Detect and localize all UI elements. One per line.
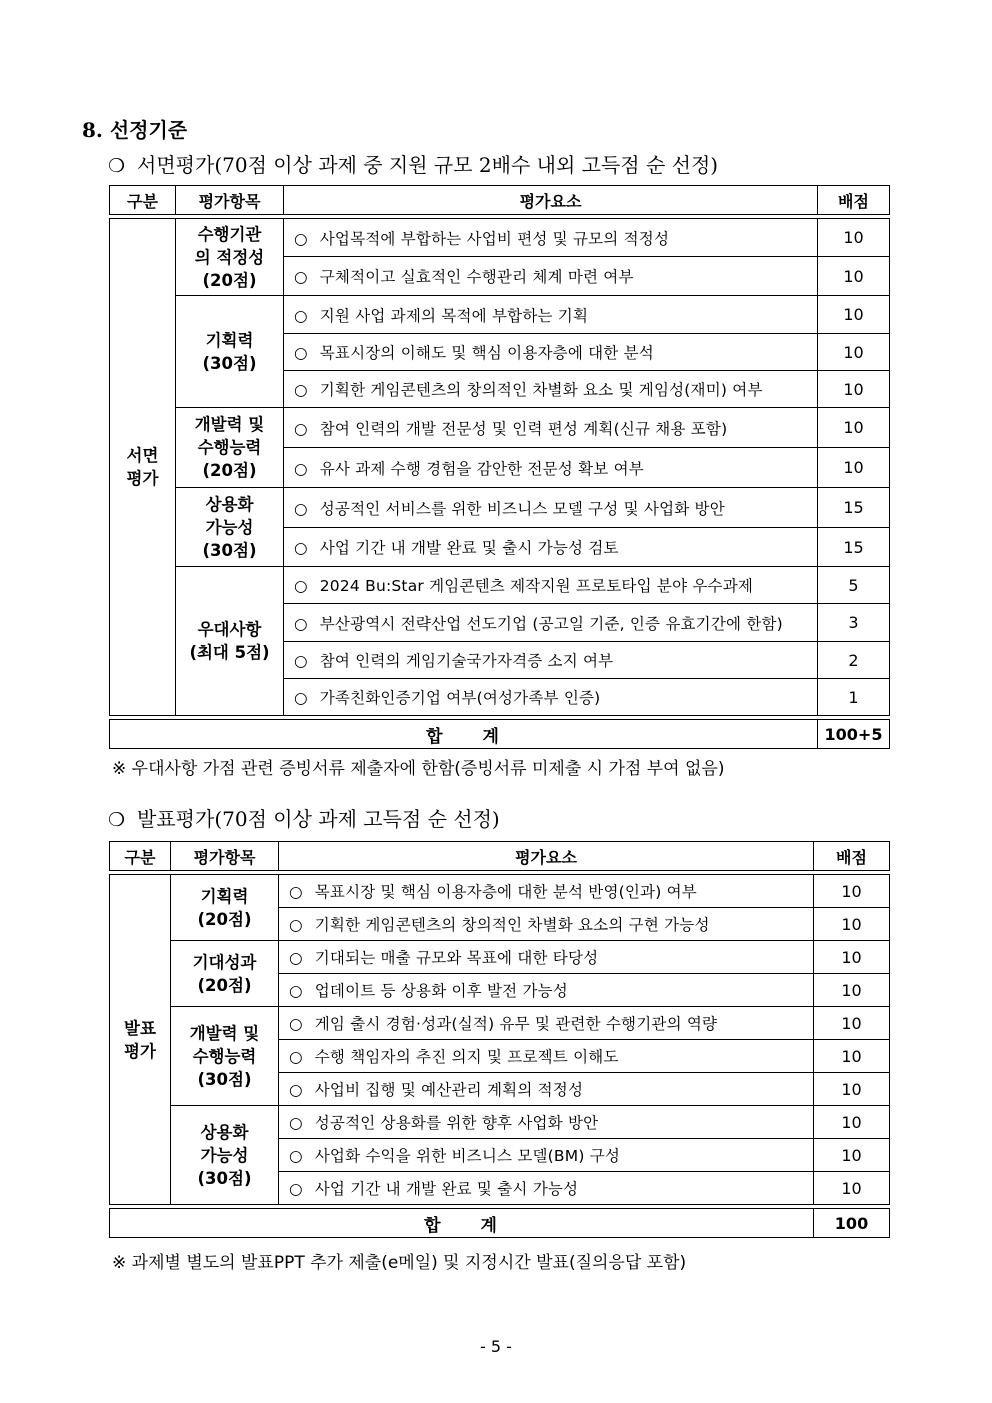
table-row: [110, 296, 890, 334]
total-label: 합 계: [110, 720, 818, 749]
circle-bullet-icon: ○: [289, 982, 303, 1000]
score-cell: 10: [814, 1106, 890, 1139]
eval-element-cell: [279, 875, 814, 908]
eval-element-cell: [279, 941, 814, 974]
circle-bullet-icon: ○: [294, 652, 308, 670]
eval-element-text: 유사 과제 수행 경험을 감안한 전문성 확보 여부: [319, 459, 644, 478]
circle-bullet-icon: ○: [294, 689, 308, 707]
header-item: 평가항목: [171, 842, 279, 871]
eval-element-cell: [279, 1172, 814, 1205]
score-cell: 10: [814, 974, 890, 1007]
eval-element-cell: [284, 257, 818, 296]
eval-item-cell: 개발력 및 수행능력 (20점): [176, 408, 284, 488]
eval-element-text: 사업비 집행 및 예산관리 계획의 적정성: [314, 1081, 584, 1099]
eval-element-cell: [284, 371, 818, 408]
eval-item-cell: 개발력 및 수행능력 (30점): [171, 1007, 279, 1106]
score-cell: 10: [818, 448, 890, 488]
circle-bullet-icon: ○: [289, 883, 303, 901]
pres-eval-heading: [108, 803, 500, 832]
score-cell: 15: [818, 488, 890, 528]
total-row: [110, 720, 890, 749]
score-cell: 10: [814, 875, 890, 908]
eval-element-cell: [284, 448, 818, 488]
score-cell: 10: [814, 1007, 890, 1040]
score-cell: 10: [818, 408, 890, 448]
eval-element-text: 기획한 게임콘텐츠의 창의적인 차별화 요소의 구현 가능성: [314, 916, 710, 934]
eval-element-cell: [284, 679, 818, 716]
score-cell: 15: [818, 528, 890, 567]
eval-element-text: 지원 사업 과제의 목적에 부합하는 기획: [319, 306, 589, 325]
header-element: 평가요소: [279, 842, 814, 871]
circle-bullet-icon: ○: [294, 268, 308, 286]
circle-bullet-icon: ○: [294, 381, 308, 399]
score-cell: 10: [818, 219, 890, 257]
eval-item-cell: 우대사항 (최대 5점): [176, 567, 284, 716]
pres-eval-table: [109, 841, 890, 1238]
circle-bullet-icon: ○: [294, 499, 308, 518]
eval-element-text: 기획한 게임콘텐츠의 창의적인 차별화 요소 및 게임성(재미) 여부: [319, 381, 763, 399]
header-element: 평가요소: [284, 186, 818, 215]
eval-item-cell: 수행기관 의 적정성 (20점): [176, 219, 284, 296]
eval-element-text: 2024 Bu:Star 게임콘텐츠 제작지원 프로토타입 분야 우수과제: [319, 577, 754, 595]
header-score: 배점: [818, 186, 890, 215]
header-category: 구분: [110, 186, 176, 215]
eval-element-cell: [284, 604, 818, 642]
score-cell: 10: [818, 296, 890, 334]
score-cell: 10: [814, 941, 890, 974]
eval-element-text: 수행 책임자의 추진 의지 및 프로젝트 이해도: [314, 1048, 619, 1066]
eval-item-cell: 기획력 (30점): [176, 296, 284, 408]
section-title: 8. 선정기준: [82, 118, 188, 142]
eval-element-text: 성공적인 서비스를 위한 비즈니스 모델 구성 및 사업화 방안: [319, 499, 725, 518]
eval-element-cell: [279, 1106, 814, 1139]
circle-bullet-icon: ○: [294, 306, 308, 325]
score-cell: 10: [814, 908, 890, 941]
eval-item-cell: 기획력 (20점): [171, 875, 279, 941]
score-cell: 10: [814, 1172, 890, 1205]
circle-bullet-icon: ○: [294, 344, 308, 362]
eval-element-cell: [284, 219, 818, 257]
score-cell: 10: [818, 371, 890, 408]
eval-element-cell: [279, 1139, 814, 1172]
pres-eval-note: ※ 과제별 별도의 발표PPT 추가 제출(e메일) 및 지정시간 발표(질의응답 포함): [112, 1253, 687, 1273]
total-row: [110, 1209, 890, 1238]
eval-element-cell: [279, 1040, 814, 1073]
total-label: 합 계: [110, 1209, 814, 1238]
eval-item-cell: 기대성과 (20점): [171, 941, 279, 1007]
pres-eval-header-row: [110, 842, 890, 871]
header-score: 배점: [814, 842, 890, 871]
total-score: 100+5: [818, 720, 890, 749]
table-row: [110, 1007, 890, 1040]
eval-element-text: 가족친화인증기업 여부(여성가족부 인증): [319, 689, 601, 707]
category-cell: 서면 평가: [110, 219, 176, 716]
table-row: [110, 408, 890, 448]
score-cell: 10: [818, 257, 890, 296]
eval-element-text: 목표시장 및 핵심 이용자층에 대한 분석 반영(인과) 여부: [314, 883, 697, 901]
score-cell: 3: [818, 604, 890, 642]
doc-eval-heading: [108, 149, 718, 178]
circle-bullet-icon: ○: [294, 577, 308, 595]
table-row: [110, 875, 890, 908]
eval-element-cell: [284, 408, 818, 448]
eval-element-cell: [279, 1073, 814, 1106]
doc-eval-note: ※ 우대사항 가점 관련 증빙서류 제출자에 한함(증빙서류 미제출 시 가점 부여 없음): [112, 759, 725, 779]
eval-element-text: 성공적인 상용화를 위한 향후 사업화 방안: [314, 1114, 599, 1132]
pres-eval-heading-text: 발표평가(70점 이상 과제 고득점 순 선정): [137, 807, 500, 831]
score-cell: 2: [818, 642, 890, 679]
page-number: - 5 -: [480, 1337, 512, 1356]
eval-element-text: 사업 기간 내 개발 완료 및 출시 가능성 검토: [319, 539, 619, 557]
eval-element-text: 사업 기간 내 개발 완료 및 출시 가능성: [314, 1180, 579, 1198]
header-item: 평가항목: [176, 186, 284, 215]
circle-bullet-icon: ○: [294, 419, 308, 438]
score-cell: 5: [818, 567, 890, 604]
doc-eval-header-row: [110, 186, 890, 215]
eval-element-text: 기대되는 매출 규모와 목표에 대한 타당성: [314, 949, 599, 967]
circle-bullet-icon: ○: [294, 614, 308, 633]
eval-element-cell: [284, 528, 818, 567]
circle-bullet-icon: ○: [289, 1114, 303, 1132]
circle-bullet-icon: ○: [289, 916, 303, 934]
eval-element-text: 사업목적에 부합하는 사업비 편성 및 규모의 적정성: [319, 229, 670, 248]
eval-element-cell: [284, 334, 818, 371]
eval-element-text: 목표시장의 이해도 및 핵심 이용자층에 대한 분석: [319, 344, 654, 362]
header-category: 구분: [110, 842, 171, 871]
eval-element-text: 업데이트 등 상용화 이후 발전 가능성: [314, 982, 568, 1000]
circle-bullet-icon: ❍: [108, 155, 126, 177]
circle-bullet-icon: ○: [294, 539, 308, 557]
circle-bullet-icon: ○: [289, 1081, 303, 1099]
eval-element-cell: [279, 908, 814, 941]
score-cell: 10: [814, 1040, 890, 1073]
circle-bullet-icon: ❍: [108, 809, 126, 831]
eval-element-text: 구체적이고 실효적인 수행관리 체계 마련 여부: [319, 268, 634, 286]
circle-bullet-icon: ○: [289, 1180, 303, 1198]
category-cell: 발표 평가: [110, 875, 171, 1205]
score-cell: 10: [818, 334, 890, 371]
table-row: [110, 219, 890, 257]
eval-element-text: 부산광역시 전략산업 선도기업 (공고일 기준, 인증 유효기간에 한함): [319, 614, 783, 633]
circle-bullet-icon: ○: [289, 1048, 303, 1066]
eval-item-cell: 상용화 가능성 (30점): [171, 1106, 279, 1205]
eval-element-cell: [279, 1007, 814, 1040]
total-score: 100: [814, 1209, 890, 1238]
eval-element-cell: [284, 567, 818, 604]
eval-item-cell: 상용화 가능성 (30점): [176, 488, 284, 567]
eval-element-text: 참여 인력의 게임기술국가자격증 소지 여부: [319, 652, 614, 670]
table-row: [110, 1106, 890, 1139]
circle-bullet-icon: ○: [294, 229, 308, 248]
circle-bullet-icon: ○: [289, 1015, 303, 1033]
table-row: [110, 941, 890, 974]
table-row: [110, 567, 890, 604]
score-cell: 1: [818, 679, 890, 716]
eval-element-text: 참여 인력의 개발 전문성 및 인력 편성 계획(신규 채용 포함): [319, 419, 728, 438]
doc-eval-heading-text: 서면평가(70점 이상 과제 중 지원 규모 2배수 내외 고득점 순 선정): [137, 153, 719, 177]
eval-element-cell: [284, 488, 818, 528]
table-row: [110, 488, 890, 528]
score-cell: 10: [814, 1139, 890, 1172]
circle-bullet-icon: ○: [294, 459, 308, 478]
doc-eval-table: [109, 185, 890, 749]
eval-element-text: 게임 출시 경험·성과(실적) 유무 및 관련한 수행기관의 역량: [314, 1015, 718, 1033]
circle-bullet-icon: ○: [289, 1147, 303, 1165]
score-cell: 10: [814, 1073, 890, 1106]
eval-element-cell: [284, 642, 818, 679]
eval-element-cell: [279, 974, 814, 1007]
eval-element-text: 사업화 수익을 위한 비즈니스 모델(BM) 구성: [314, 1147, 621, 1165]
eval-element-cell: [284, 296, 818, 334]
circle-bullet-icon: ○: [289, 949, 303, 967]
